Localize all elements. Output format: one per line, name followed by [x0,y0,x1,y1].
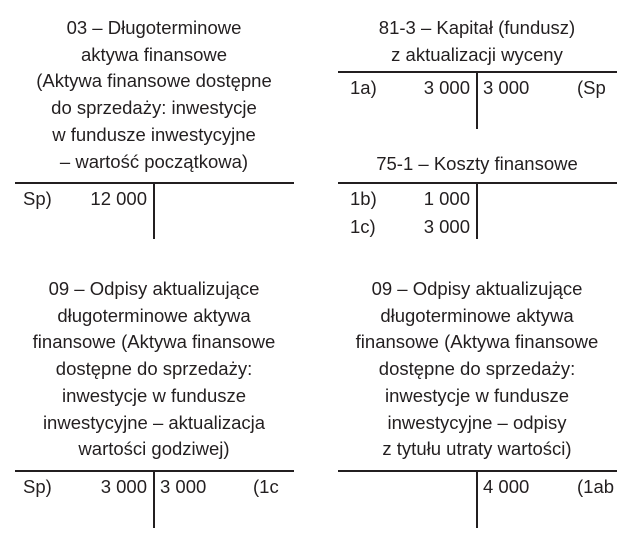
debit-ref: 1c) [350,216,376,237]
title-line: 81-3 – Kapitał (fundusz) [378,17,576,38]
t-account-divider [476,71,478,129]
account-title [15,15,293,175]
account-title [338,15,616,68]
t-account-top-line [15,182,294,184]
credit-ref: (1c [253,476,279,497]
account-title [338,151,616,178]
title-line: finansowe (Aktywa finansowe [355,331,599,353]
debit-amount: 12 000 [90,188,147,209]
title-line: – wartość początkowa) [59,150,249,172]
t-account-divider [153,182,155,239]
title-line: 03 – Długoterminowe [66,17,242,38]
title-line: inwestycje w fundusze [384,384,570,406]
title-line: z tytułu utraty wartości) [382,438,572,460]
title-line: aktywa finansowe [80,43,228,65]
title-line: 09 – Odpisy aktualizujące [371,278,583,299]
title-line: z aktualizacji wyceny [391,43,563,65]
title-line: wartości godziwej) [78,438,230,460]
t-account-divider [476,470,478,528]
title-line: dostępne do sprzedaży: [55,358,253,380]
title-line: (Aktywa finansowe dostępne [36,70,272,92]
credit-amount: 4 000 [483,476,530,497]
title-line: w fundusze inwestycyjne [52,123,256,145]
title-line: inwestycyjne – odpisy [387,411,567,433]
debit-amount: 3 000 [423,216,470,237]
debit-amount: 3 000 [423,77,470,98]
debit-amount: 3 000 [100,476,147,497]
title-line: inwestycyjne – aktualizacja [42,411,266,433]
t-account-divider [153,470,155,528]
t-account-top-line [338,470,617,472]
t-account-top-line [338,182,617,184]
title-line: finansowe (Aktywa finansowe [32,331,276,353]
title-line: inwestycje w fundusze [61,384,247,406]
debit-ref: 1b) [350,188,377,209]
debit-ref: Sp) [23,188,52,209]
title-line: długoterminowe aktywa [57,304,251,326]
account-title [338,276,616,463]
t-account-divider [476,182,478,239]
debit-ref: Sp) [23,476,52,497]
credit-amount: 3 000 [483,77,530,98]
title-line: 75-1 – Koszty finansowe [376,153,578,174]
t-account-top-line [338,71,617,73]
credit-ref: (1ab [577,476,615,497]
credit-ref: (Sp [577,77,606,98]
title-line: do sprzedaży: inwestycje [51,97,257,119]
account-title [15,276,293,463]
title-line: dostępne do sprzedaży: [378,358,576,380]
t-account-top-line [15,470,294,472]
credit-amount: 3 000 [160,476,207,497]
debit-amount: 1 000 [423,188,470,209]
debit-ref: 1a) [350,77,377,98]
title-line: długoterminowe aktywa [380,304,574,326]
title-line: 09 – Odpisy aktualizujące [48,278,260,299]
